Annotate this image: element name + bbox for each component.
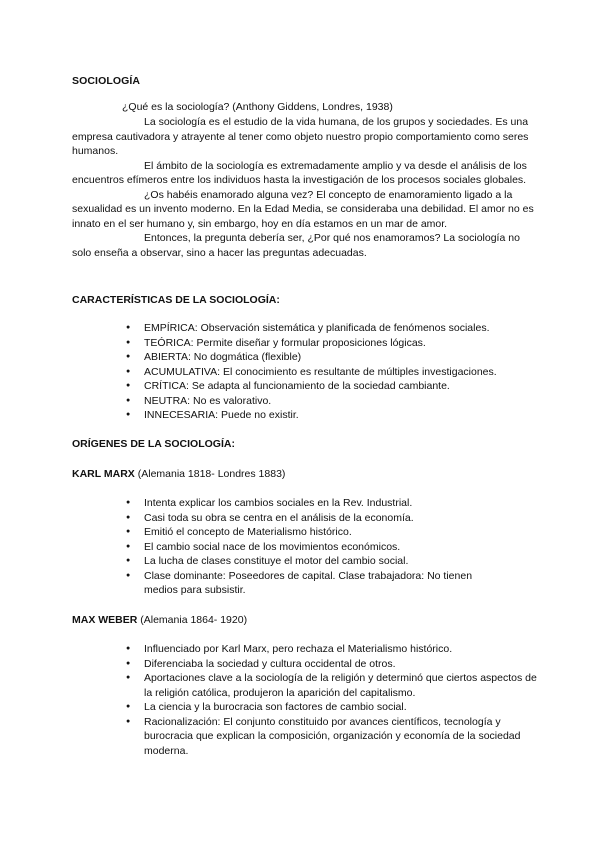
list-item: ● Clase dominante: Poseedores de capital. Clase trabajadora: No tienen medios para subsistir. <box>126 569 506 598</box>
list-item: ● El cambio social nace de los movimientos económicos. <box>126 540 506 555</box>
list-item: ● ABIERTA: No dogmática (flexible) <box>126 350 536 365</box>
paragraph-3: ¿Os habéis enamorado alguna vez? El concepto de enamoramiento ligado a la sexualidad es un invento moderno. En la Edad Media, se consideraba una debilidad. El amor no es innato en el ser humano y, sin embargo, hoy en día estamos en un mar de amor. <box>72 188 534 230</box>
list-item: ● Racionalización: El conjunto constituido por avances científicos, tecnología y burocracia que explican la composición, organización y economía de la sociedad moderna. <box>126 715 546 759</box>
list-item: ● EMPÍRICA: Observación sistemática y planificada de fenómenos sociales. <box>126 321 536 336</box>
list-item: ● Diferenciaba la sociedad y cultura occidental de otros. <box>126 657 546 672</box>
list-item: ● Emitió el concepto de Materialismo histórico. <box>126 525 506 540</box>
list-item: ● La ciencia y la burocracia son factores de cambio social. <box>126 700 546 715</box>
intro-question: ¿Qué es la sociología? (Anthony Giddens, Londres, 1938) <box>122 101 393 113</box>
weber-dates: (Alemania 1864- 1920) <box>137 614 248 626</box>
marx-list <box>126 496 506 598</box>
list-item: ● TEÓRICA: Permite diseñar y formular proposiciones lógicas. <box>126 336 536 351</box>
document-title: SOCIOLOGÍA <box>72 75 141 87</box>
weber-list <box>126 642 546 758</box>
list-item: ● Intenta explicar los cambios sociales en la Rev. Industrial. <box>126 496 506 511</box>
intro-paragraphs <box>72 115 542 260</box>
characteristics-heading: CARACTERÍSTICAS DE LA SOCIOLOGÍA: <box>72 294 280 306</box>
list-item: ● Casi toda su obra se centra en el análisis de la economía. <box>126 511 506 526</box>
list-item: ● La lucha de clases constituye el motor del cambio social. <box>126 554 506 569</box>
marx-heading <box>72 468 285 480</box>
list-item: ● INNECESARIA: Puede no existir. <box>126 408 536 423</box>
marx-name: KARL MARX <box>72 468 135 480</box>
weber-heading <box>72 614 247 626</box>
list-item: ● Aportaciones clave a la sociología de la religión y determinó que ciertos aspectos de la religión católica, produjeron la aparición del capitalismo. <box>126 671 546 700</box>
origins-heading: ORÍGENES DE LA SOCIOLOGÍA: <box>72 438 235 450</box>
weber-name: MAX WEBER <box>72 614 138 626</box>
characteristics-list <box>126 321 536 423</box>
list-item: ● CRÍTICA: Se adapta al funcionamiento de la sociedad cambiante. <box>126 379 536 394</box>
paragraph-2: El ámbito de la sociología es extremadamente amplio y va desde el análisis de los encuentros efímeros entre los individuos hasta la investigación de los procesos sociales globales. <box>72 159 527 186</box>
marx-dates: (Alemania 1818- Londres 1883) <box>134 468 286 480</box>
list-item: ● NEUTRA: No es valorativo. <box>126 394 536 409</box>
list-item: ● Influenciado por Karl Marx, pero rechaza el Materialismo histórico. <box>126 642 546 657</box>
paragraph-1: La sociología es el estudio de la vida humana, de los grupos y sociedades. Es una empresa cautivadora y atrayente al tener como objeto nuestro propio comportamiento como seres humanos. <box>72 116 529 157</box>
paragraph-4: Entonces, la pregunta debería ser, ¿Por qué nos enamoramos? La sociología no solo enseña a observar, sino a hacer las preguntas adecuadas. <box>72 232 520 259</box>
list-item: ● ACUMULATIVA: El conocimiento es resultante de múltiples investigaciones. <box>126 365 536 380</box>
